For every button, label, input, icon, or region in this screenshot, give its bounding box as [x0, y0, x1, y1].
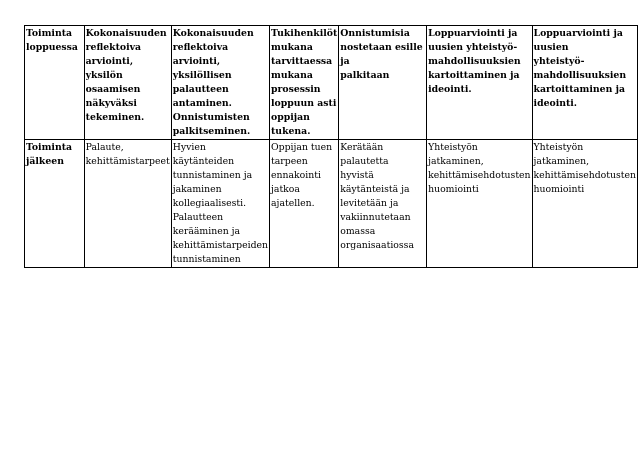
table-cell: Yhteistyön jatkaminen, kehittämisehdotusten huomiointi: [532, 140, 637, 268]
table-cell: Kokonaisuuden reflektoiva arviointi, yksilön osaamisen näkyväksi tekeminen.: [84, 26, 171, 140]
table-row: [25, 26, 638, 140]
table-cell: Loppuarviointi ja uusien yhteistyö- mahdollisuuksien kartoittaminen ja ideointi.: [532, 26, 637, 140]
table-cell: Hyvien käytänteiden tunnistaminen ja jakaminen kollegiaalisesti. Palautteen kerääminen ja kehittämistarpeiden tunnistaminen: [171, 140, 269, 268]
table-cell: Onnistumisia nostetaan esille ja palkitaan: [339, 26, 427, 140]
table-cell: Tukihenkilöt mukana tarvittaessa mukana prosessin loppuun asti oppijan tukena.: [270, 26, 339, 140]
table-cell: Palaute, kehittämistarpeet: [84, 140, 171, 268]
table-cell: Yhteistyön jatkaminen, kehittämisehdotusten huomiointi: [427, 140, 532, 268]
table-cell: Loppuarviointi ja uusien yhteistyö- mahdollisuuksien kartoittaminen ja ideointi.: [427, 26, 532, 140]
table-row: [25, 140, 638, 268]
table-cell: Kokonaisuuden reflektoiva arviointi, yksilöllisen palautteen antaminen. Onnistumisten palkitseminen.: [171, 26, 269, 140]
row-header-cell: Toiminta jälkeen: [25, 140, 85, 268]
document-table: [24, 25, 638, 268]
row-header-cell: Toiminta loppuessa: [25, 26, 85, 140]
table-cell: Oppijan tuen tarpeen ennakointi jatkoa ajatellen.: [270, 140, 339, 268]
table-cell: Kerätään palautetta hyvistä käytänteistä ja levitetään ja vakiinnutetaan omassa organisaatiossa: [339, 140, 427, 268]
